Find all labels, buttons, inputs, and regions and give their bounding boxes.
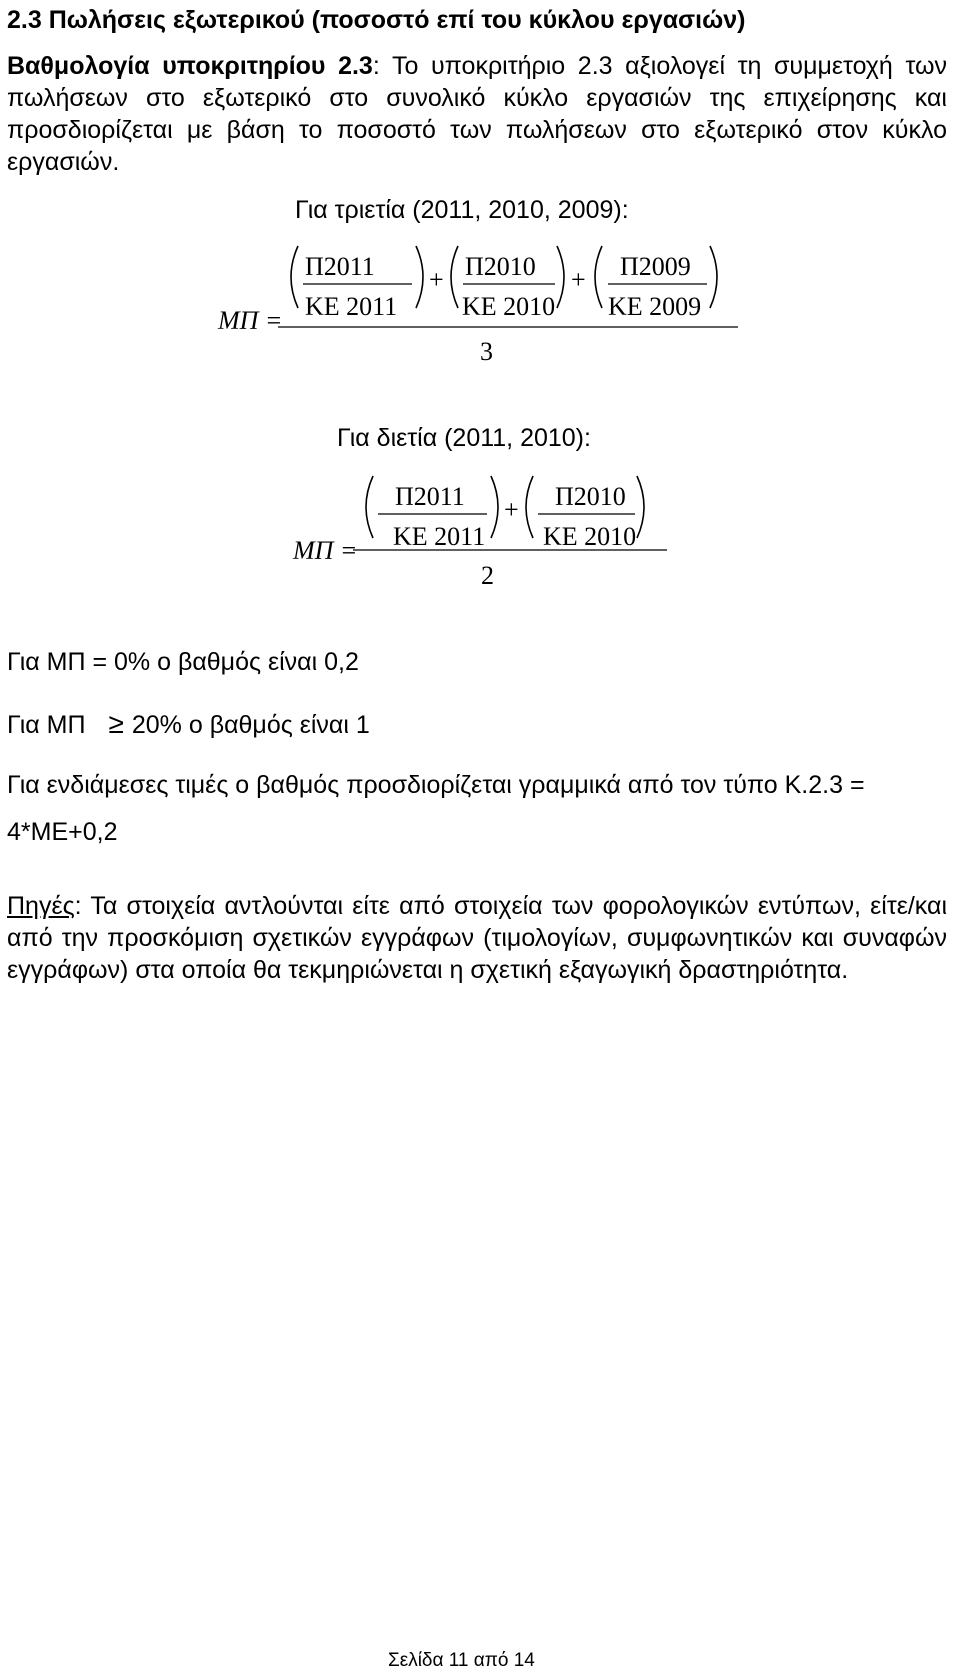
divisor: 3 <box>480 337 493 366</box>
criterion-label: Βαθμολογία υποκριτηρίου 2.3 <box>7 52 373 80</box>
plus-sign: + <box>504 495 519 524</box>
right-paren <box>491 476 498 538</box>
two-year-caption: Για διετία (2011, 2010): <box>337 424 591 452</box>
term-1-numerator: Π2011 <box>395 482 465 511</box>
rule-max <box>7 708 370 741</box>
plus-sign: + <box>429 265 444 294</box>
right-paren <box>710 246 717 308</box>
sources-label: Πηγές <box>7 892 75 920</box>
three-year-formula <box>200 232 760 372</box>
term-2-numerator: Π2010 <box>465 252 536 281</box>
term-3-numerator: Π2009 <box>620 252 691 281</box>
divisor: 2 <box>481 561 494 590</box>
formula-lhs: ΜΠ = <box>293 536 358 565</box>
sources-paragraph <box>7 890 947 986</box>
three-year-caption: Για τριετία (2011, 2010, 2009): <box>295 196 629 224</box>
left-paren <box>526 476 533 538</box>
criterion-paragraph <box>7 50 947 178</box>
term-3-denominator: ΚΕ 2009 <box>608 292 702 321</box>
rule-intermediate-line2: 4*ΜΕ+0,2 <box>7 818 118 846</box>
left-paren <box>291 246 298 308</box>
rule-max-prefix: Για ΜΠ <box>7 711 86 739</box>
greater-equal-symbol: ≥ <box>108 708 124 739</box>
two-year-formula <box>275 462 675 597</box>
plus-sign: + <box>571 265 586 294</box>
right-paren <box>557 246 564 308</box>
left-paren <box>451 246 458 308</box>
left-paren <box>595 246 602 308</box>
page-number: Σελίδα 11 από 14 <box>388 1650 535 1671</box>
right-paren <box>416 246 423 308</box>
term-1-denominator: ΚΕ 2011 <box>305 292 398 321</box>
section-heading: 2.3 Πωλήσεις εξωτερικού (ποσοστό επί του κύκλου εργασιών) <box>7 6 746 34</box>
right-paren <box>637 476 644 538</box>
term-2-denominator: ΚΕ 2010 <box>543 522 637 551</box>
rule-intermediate-line1: Για ενδιάμεσες τιμές ο βαθμός προσδιορίζεται γραμμικά από τον τύπο Κ.2.3 = <box>7 771 865 799</box>
rule-max-suffix: 20% ο βαθμός είναι 1 <box>131 711 370 739</box>
term-2-denominator: ΚΕ 2010 <box>462 292 556 321</box>
sources-text: : Τα στοιχεία αντλούνται είτε από στοιχεία των φορολογικών εντύπων, είτε/και από την προσκόμιση σχετικών εγγράφων (τιμολογίων, συμφωνητικών και συναφών εγγράφων) στα οποία θα τεκμηριώνεται η σχετική εξαγωγική δραστηριότητα. <box>7 892 947 984</box>
criterion-text: : Το υποκριτήριο 2.3 αξιολογεί τη συμμετοχή των πωλήσεων στο εξωτερικό στο συνολικό κύκλο εργασιών της επιχείρησης και προσδιορίζεται με βάση το ποσοστό των πωλήσεων στο εξωτερικό στον κύκλο εργασιών. <box>7 52 947 176</box>
term-2-numerator: Π2010 <box>555 482 626 511</box>
rule-zero: Για ΜΠ = 0% ο βαθμός είναι 0,2 <box>7 648 359 676</box>
term-1-denominator: ΚΕ 2011 <box>393 522 486 551</box>
left-paren <box>366 476 373 538</box>
term-1-numerator: Π2011 <box>305 252 375 281</box>
formula-lhs: ΜΠ = <box>218 306 283 335</box>
